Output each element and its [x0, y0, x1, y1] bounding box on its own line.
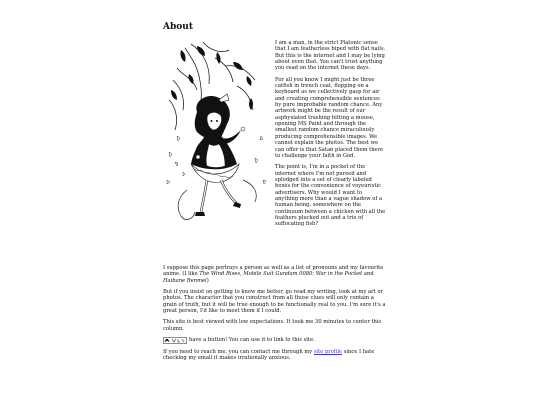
about-paragraph-2: For all you know I might just be three catfish in trench coat, flopping on a keyboard as we collectively gasp for air and creating comprehensible sentences by pure improbable random chance. Any artwork might be the result of our asphyxiated trashing hitting a mouse, opening MS Paint and through the smallest random chance miraculously producing comprehensible images. We cannot explain the photos. The best we can offer is that Satan placed them there to challenge your faith in God. — [275, 76, 384, 159]
about-paragraph-1: I am a man, in the strict Platonic sense that I am featherless biped with flat nails. But this is the internet and I may be lying about even that. You can't trust anything you read on the internet these days. — [275, 40, 386, 72]
about-paragraph-5: But if you insist on getting to know me better, go read my writing, look at my art or photos. The character that you construct from all those clues will only contain a grain of truth, but it will be true enough to be functionally real to you. I'm sure it's a great person, I'd like to meet them if I could. — [163, 289, 386, 315]
contact-end: since I hate checking my email it makes irrationally anxious. — [163, 349, 375, 362]
site-profile-link[interactable]: site profile — [313, 349, 343, 356]
about-paragraph-4 — [163, 265, 386, 284]
contact-start: If you need to reach me, you can contact me through my — [163, 349, 314, 356]
para4-titles: The Wind Rises, Mobile Suit Gundam 0080: War in the Pocket — [199, 271, 363, 278]
button-caption: have a button! You can use it to link to this site. — [189, 337, 315, 344]
button-paragraph — [163, 337, 386, 344]
about-paragraph-3: The point is, I'm in a pocket of the internet where I'm not pureed and splodged into a set of clearly labeled boxes for the convenience of voyeuristic advertisers. Why would I want to anything more than a vague shadow of a human being, somewhere on the continuum between a chicken with all the feathers plucked out and a trio of suffocating fish? — [275, 164, 386, 228]
site-link-button[interactable] — [163, 337, 187, 344]
para4-start: I suppose this page portrays a person as well as a list of pronouns and my favourite anime. (I like — [163, 265, 384, 278]
anime-girl-illustration — [163, 40, 270, 262]
para4-last-title: Haibane Renmei — [163, 277, 207, 284]
para4-and: and — [362, 271, 374, 278]
page-title: About — [163, 22, 193, 32]
contact-paragraph — [163, 349, 386, 362]
about-column — [163, 22, 386, 367]
about-paragraph-6: This site is best viewed with low expectations. It took me 30 minutes to center this column. — [163, 319, 382, 332]
para4-end: ) — [206, 277, 209, 284]
